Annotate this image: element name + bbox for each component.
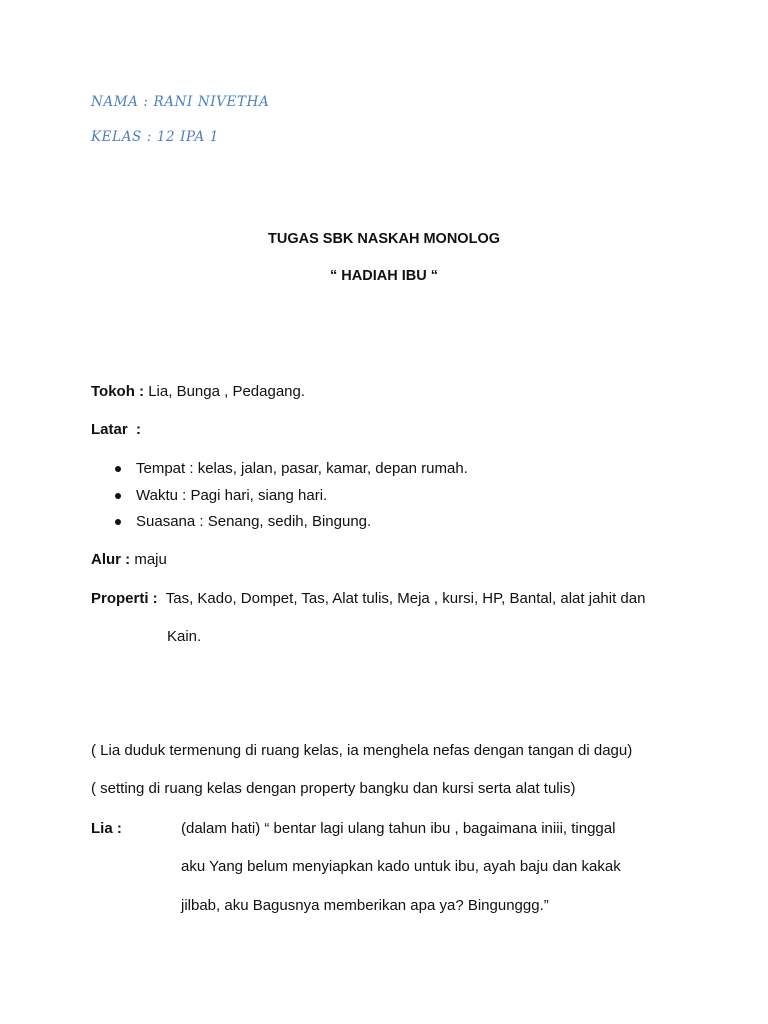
bullet-icon <box>115 493 121 499</box>
alur-line <box>91 551 167 568</box>
alur-label: Alur : <box>91 551 131 568</box>
bullet-icon <box>115 519 121 525</box>
dialogue-line: (dalam hati) “ bentar lagi ulang tahun ibu , bagaimana iniii, tinggal <box>181 820 616 837</box>
monolog-title: “ HADIAH IBU “ <box>330 268 438 284</box>
student-class: KELAS : 12 IPA 1 <box>91 129 219 145</box>
latar-item-text: Suasana : Senang, sedih, Bingung. <box>136 513 372 530</box>
tokoh-value: Lia, Bunga , Pedagang. <box>144 383 306 400</box>
dialogue-line: jilbab, aku Bagusnya memberikan apa ya? Bingunggg.” <box>181 897 549 914</box>
properti-line <box>91 590 645 607</box>
latar-list-item <box>112 459 468 486</box>
properti-continuation: Kain. <box>167 628 202 645</box>
tokoh-label: Tokoh : <box>91 383 145 400</box>
latar-list <box>112 459 468 539</box>
alur-value: maju <box>130 551 167 568</box>
stage-direction: ( setting di ruang kelas dengan property bangku dan kursi serta alat tulis) <box>91 780 576 797</box>
latar-label: Latar <box>91 421 128 438</box>
document-title: TUGAS SBK NASKAH MONOLOG <box>268 231 500 247</box>
latar-colon: : <box>127 421 142 438</box>
latar-list-item <box>112 512 468 539</box>
bullet-icon <box>115 466 121 472</box>
speaker-name: Lia : <box>91 820 122 837</box>
latar-line <box>91 421 141 438</box>
properti-label: Properti : <box>91 590 158 607</box>
stage-direction: ( Lia duduk termenung di ruang kelas, ia menghela nefas dengan tangan di dagu) <box>91 742 633 759</box>
latar-list-item <box>112 486 468 513</box>
properti-value: Tas, Kado, Dompet, Tas, Alat tulis, Meja , kursi, HP, Bantal, alat jahit dan <box>157 590 646 607</box>
student-name: NAMA : RANI NIVETHA <box>91 94 270 110</box>
latar-item-text: Tempat : kelas, jalan, pasar, kamar, depan rumah. <box>136 460 468 477</box>
latar-item-text: Waktu : Pagi hari, siang hari. <box>136 486 328 504</box>
tokoh-line <box>91 383 305 400</box>
dialogue-line: aku Yang belum menyiapkan kado untuk ibu, ayah baju dan kakak <box>181 858 621 875</box>
speaker-label <box>91 820 122 837</box>
